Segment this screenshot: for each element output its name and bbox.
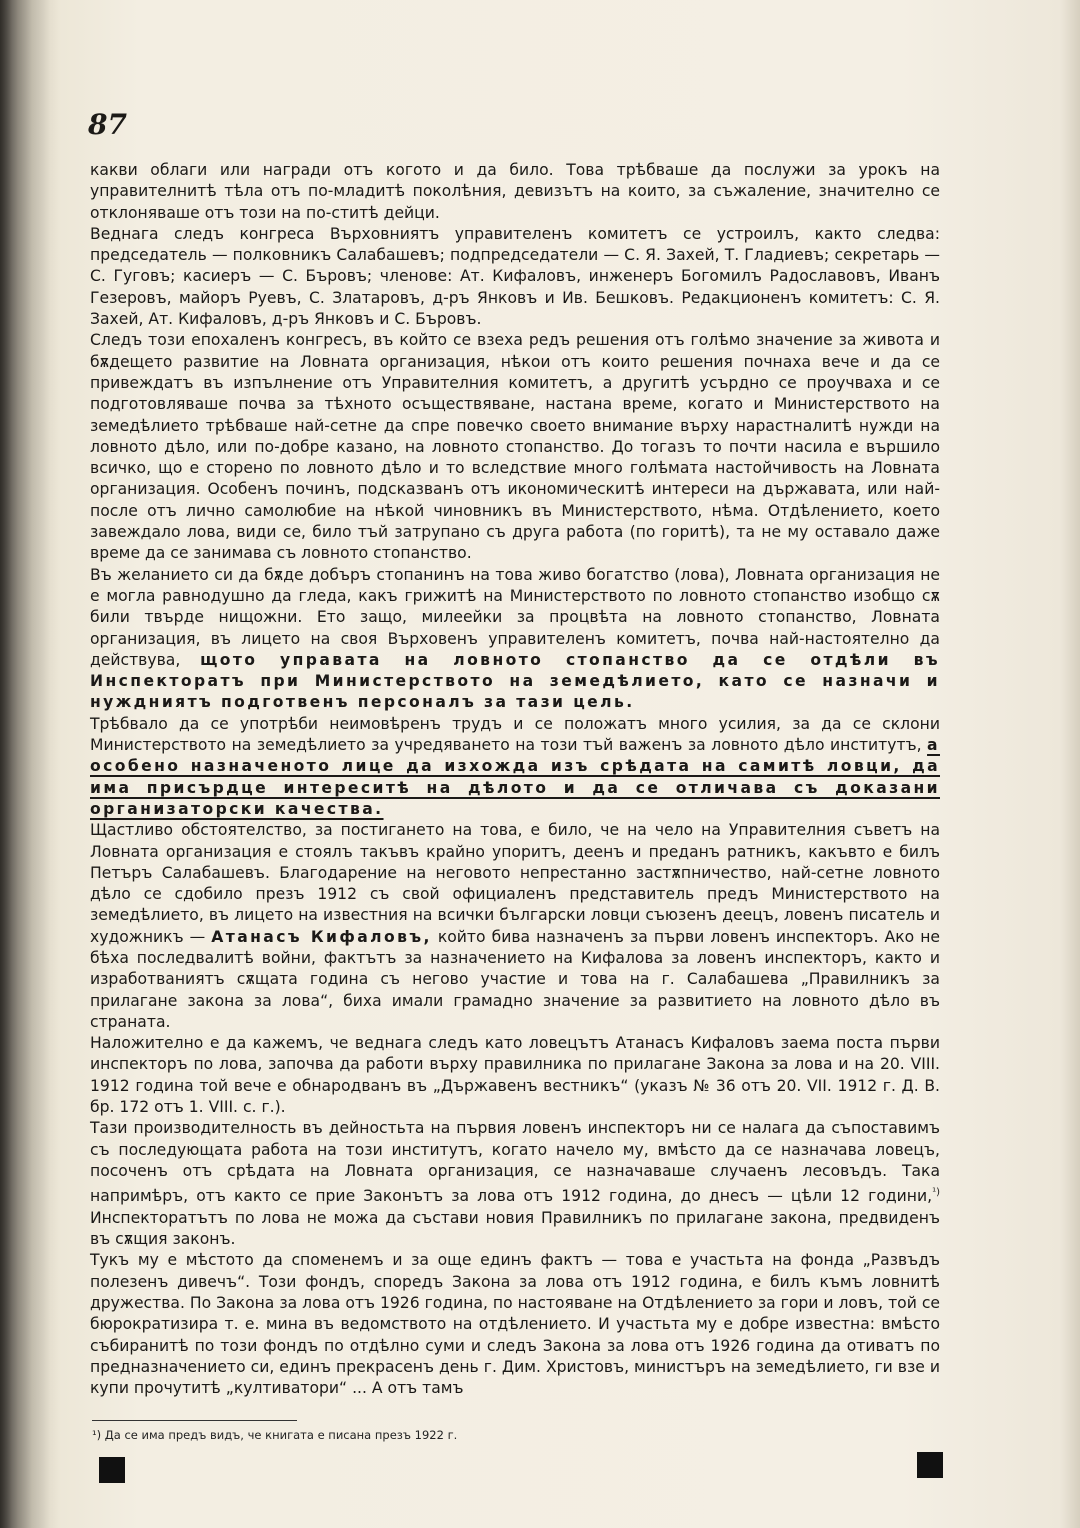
paragraph [90, 714, 940, 820]
underlined-emphasized-text: а особено назначеното лице да изхожда изъ срѣдата на самитѣ ловци, да има присърдце интереситѣ на дѣлото и да се отличава съ доказани организаторски качества. [90, 736, 940, 818]
paragraph-text: Щастливо обстоятелство, за постигането на това, е било, че на чело на Управителния съветъ на Ловната организация е стоялъ такъвъ крайно упоритъ, деенъ и преданъ ратникъ, какъвто е билъ Петъръ Салабашевъ. Благодарение на неговото непрестанно застѫпничество, най-сетне ловното дѣло се сдобило презъ 1912 съ свой официаленъ представитель предъ Министерството на земедѣлието, въ лицето на известния на всички български ловци съюзенъ деецъ, ловенъ писатель и художникъ — [90, 821, 940, 946]
registration-mark-left [99, 1457, 125, 1483]
emphasized-name: Атанасъ Кифаловъ, [211, 927, 432, 946]
paragraph-text: Тази производителность въ дейностьта на първия ловенъ инспекторъ ни се налага да съпоставимъ съ последующата работа на този институтъ, когато начело му, вмѣсто да се назначава ловецъ, посоченъ отъ срѣдата на Ловната организация, се назначаваше случаенъ лесовъдъ. Така напримѣръ, отъ както се прие Законътъ за лова отъ 1912 година, до днесъ — цѣли 12 години, [90, 1119, 940, 1206]
footnote-rule [92, 1420, 297, 1421]
paragraph: какви облаги или награди отъ когото и да било. Това трѣбваше да послужи за урокъ на управителнитѣ тѣла отъ по-младитѣ поколѣния, девизътъ на които, за съжаление, значително се отклоняваше отъ този на по-ститѣ дейци. [90, 161, 940, 222]
paragraph [90, 820, 940, 1033]
paragraph: Веднага следъ конгреса Върховниятъ управителенъ комитетъ се устроилъ, както следва: председатель — полковникъ Салабашевъ; подпредседатели — С. Я. Захей, Т. Гладиевъ; секретарь — С. Гуговъ; касиеръ — С. Бъровъ; членове: Ат. Кифаловъ, инженеръ Богомилъ Радославовъ, Иванъ Гезеровъ, майоръ Руевъ, С. Златаровъ, д-ръ Янковъ и Ив. Бешковъ. Редакционенъ комитетъ: С. Я. Захей, Ат. Кифаловъ, д-ръ Янковъ и С. Бъровъ. [90, 224, 940, 329]
footnote-ref: ¹) [932, 1187, 940, 1199]
footnote: ¹) Да се има предъ видъ, че книгата е писана презъ 1922 г. [92, 1428, 458, 1442]
page-number: 87 [88, 108, 127, 141]
page-gutter-shadow [0, 0, 60, 1528]
paragraph-text: Инспекторатътъ по лова не можа да състави новия Правилникъ по прилагане закона, предвиденъ въ сѫщия законъ. [90, 1208, 940, 1249]
paragraph: Тукъ му е мѣстото да споменемъ и за още единъ фактъ — това е участьта на фонда „Развъдъ полезенъ дивечъ“. Този фондъ, споредъ Закона за лова отъ 1912 година, е билъ къмъ ловнитѣ дружества. По Закона за лова отъ 1926 година, по настояване на Отдѣлението за гори и ловъ, той се бюрократизира т. е. мина въ ведомството на отдѣлението. И участьта му е добре известна: вмѣсто събиранитѣ по този фондъ по отдѣлно суми и следъ Закона за лова отъ 1926 година да отиватъ по предназначението си, единъ прекрасенъ день г. Дим. Христовъ, министъръ на земедѣлието, ги взе и купи прочутитѣ „култиватори“ ... А отъ тамъ [90, 1251, 940, 1398]
registration-mark-right [917, 1452, 943, 1478]
paragraph [90, 1118, 940, 1250]
body-text [90, 160, 940, 1399]
paragraph: Наложително е да кажемъ, че веднага следъ като ловецътъ Атанасъ Кифаловъ заема поста първи инспекторъ по лова, започва да работи върху правилника по прилагане Закона за лова и на 20. VIII. 1912 година той вече е обнародванъ въ „Държавенъ вестникъ“ (указъ № 36 отъ 20. VII. 1912 г. Д. В. бр. 172 отъ 1. VIII. с. г.). [90, 1034, 940, 1117]
emphasized-text: щото управата на ловното стопанство да се отдѣли въ Инспекторатъ при Министерството на земедѣлието, като се назначи и нуждниятъ подготвенъ персоналъ за тази цель. [90, 650, 940, 712]
paragraph [90, 565, 940, 714]
paragraph: Следъ този епохаленъ конгресъ, въ който се взеха редъ решения отъ голѣмо значение за живота и бѫдещето развитие на Ловната организация, нѣкои отъ които решения почнаха вече и да се привеждатъ въ изпълнение отъ Управителния комитетъ, а другитѣ усърдно се проучваха и се подготовляваше почва за тѣхното осъществяване, настана време, когато и Министерството на земедѣлието трѣбваше най-сетне да спре повечко своето внимание върху нарастналитѣ нужди на ловното дѣло, или по-добре казано, на ловното стопанство. До тогазъ то почти насила е вършило всичко, що е сторено по ловното дѣло и то вследствие много голѣмата настойчивость на Ловната организация. Особенъ починъ, подсказванъ отъ икономическитѣ интереси на държавата, или най-после отъ лично самолюбие на нѣкой чиновникъ въ Министерството, нѣма. Отдѣлението, което завеждало лова, види се, било тъй затрупано съ друга работа (по горитѣ), та не му оставало даже време да се занимава съ ловното стопанство. [90, 331, 940, 563]
paragraph-text: Въ желанието си да бѫде добъръ стопанинъ на това живо богатство (лова), Ловната организация не е могла равнодушно да гледа, какъ грижитѣ на Министерството по ловното стопанство изобщо сѫ били твърде нищожни. Ето защо, милеейки за процвѣта на ловното стопанство, Ловната организация, въ лицето на своя Върховенъ управителенъ комитетъ, почва най-настоятелно да действува, [90, 565, 940, 669]
paragraph-text: Трѣбвало да се употрѣби неимовѣренъ трудъ и се положатъ много усилия, за да се склони Министерството на земедѣлието за учредяването на този тъй важенъ за ловното дѣло институтъ, [90, 714, 940, 755]
paragraph-text: който бива назначенъ за първи ловенъ инспекторъ. Ако не бѣха последвалитѣ войни, фактътъ за назначението на Кифалова за ловенъ инспекторъ, както и изработваниятъ сѫщата година съ негово участие и това на г. Салабашева „Правилникъ за прилагане закона за лова“, биха имали грамадно значение за развитието на ловното дѣло въ страната. [90, 927, 940, 1031]
